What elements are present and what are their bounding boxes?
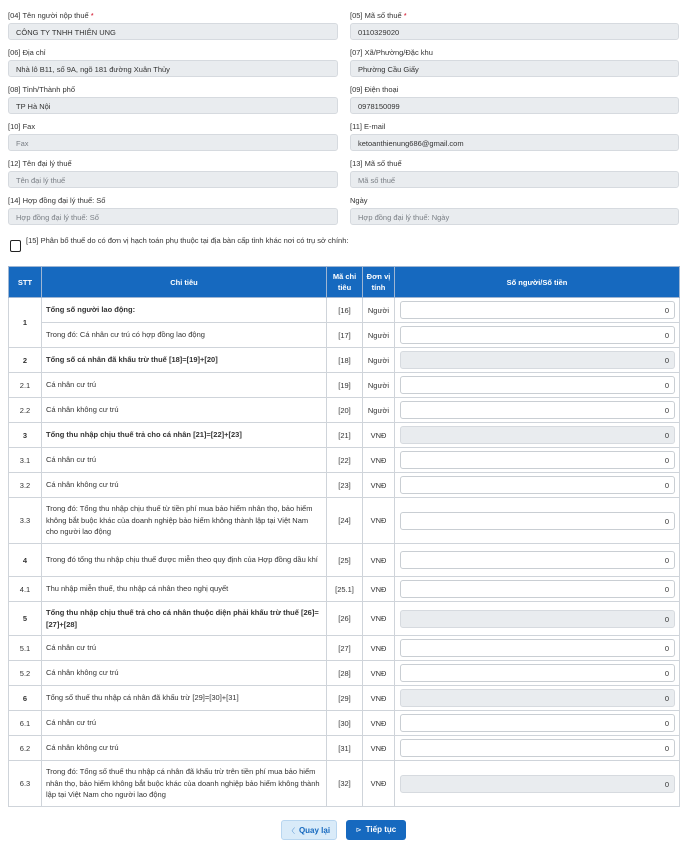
row-unit: VNĐ	[363, 711, 395, 736]
row-code: [28]	[327, 661, 363, 686]
tax-code-label: [05] Mã số thuế	[350, 11, 402, 20]
row-amount-cell	[395, 686, 680, 711]
row-code: [24]	[327, 498, 363, 544]
tax-agent-code-label: [13] Mã số thuế	[350, 159, 402, 168]
row-amount-cell	[395, 602, 680, 636]
row-code: [17]	[327, 323, 363, 348]
row-indicator: Cá nhân cư trú	[42, 636, 327, 661]
row-unit: VNĐ	[363, 448, 395, 473]
row-amount-cell	[395, 498, 680, 544]
row-indicator: Thu nhập miễn thuế, thu nhập cá nhân theo nghị quyết	[42, 577, 327, 602]
taxpayer-name-label: [04] Tên người nộp thuế	[8, 11, 89, 20]
taxpayer-name-input[interactable]: CÔNG TY TNHH THIÊN UNG	[8, 23, 338, 40]
row-indicator: Cá nhân cư trú	[42, 448, 327, 473]
row-amount-cell	[395, 636, 680, 661]
agent-contract-number-label: [14] Hợp đồng đại lý thuế: Số	[8, 196, 106, 205]
row-stt: 5.1	[9, 636, 42, 661]
table-row	[9, 498, 680, 544]
row-code: [25]	[327, 544, 363, 577]
row-stt: 1	[9, 298, 42, 348]
field-fax	[8, 121, 338, 151]
row-code: [30]	[327, 711, 363, 736]
amount-input: 0	[400, 426, 675, 444]
chevron-left-icon: 〈	[287, 828, 295, 835]
row-code: [31]	[327, 736, 363, 761]
table-row	[9, 761, 680, 807]
row-amount-cell	[395, 577, 680, 602]
row-stt: 6.1	[9, 711, 42, 736]
row-unit: VNĐ	[363, 423, 395, 448]
table-row	[9, 323, 680, 348]
row-code: [29]	[327, 686, 363, 711]
next-button-label: Tiếp tục	[365, 825, 397, 834]
row-code: [16]	[327, 298, 363, 323]
back-button[interactable]	[281, 820, 337, 840]
province-input[interactable]: TP Hà Nội	[8, 97, 338, 114]
amount-input[interactable]: 0	[400, 376, 675, 394]
allocation-checkbox[interactable]	[10, 240, 21, 252]
amount-input: 0	[400, 775, 675, 793]
table-row	[9, 577, 680, 602]
field-address	[8, 47, 338, 77]
row-amount-cell	[395, 761, 680, 807]
field-agent-contract-number	[8, 195, 338, 225]
row-stt: 3.1	[9, 448, 42, 473]
row-indicator: Tổng số người lao động:	[42, 298, 327, 323]
row-indicator: Tổng số cá nhân đã khấu trừ thuế [18]=[19]+[20]	[42, 348, 327, 373]
fax-input[interactable]: Fax	[8, 134, 338, 151]
next-button[interactable]	[346, 820, 406, 840]
field-taxpayer-name	[8, 10, 338, 40]
row-stt: 2	[9, 348, 42, 373]
amount-input[interactable]: 0	[400, 639, 675, 657]
agent-contract-number-input[interactable]: Hợp đồng đại lý thuế: Số	[8, 208, 338, 225]
row-unit: VNĐ	[363, 602, 395, 636]
row-stt: 2.2	[9, 398, 42, 423]
row-unit: VNĐ	[363, 661, 395, 686]
row-stt: 4.1	[9, 577, 42, 602]
row-amount-cell	[395, 398, 680, 423]
table-row	[9, 686, 680, 711]
row-indicator: Trong đó: Tổng số thuế thu nhập cá nhân đã khấu trừ trên tiền phí mua bảo hiểm nhân thọ, bảo hiểm không bắt buộc khác của doanh nghiệp bảo hiểm không thành lập tại Việt Nam cho người lao động	[42, 761, 327, 807]
email-input[interactable]: ketoanthienung686@gmail.com	[350, 134, 679, 151]
row-amount-cell	[395, 544, 680, 577]
field-tax-agent-code	[350, 158, 679, 188]
skip-next-icon: ⊳	[355, 827, 362, 834]
table-row	[9, 636, 680, 661]
row-amount-cell	[395, 423, 680, 448]
tax-code-input[interactable]: 0110329020	[350, 23, 679, 40]
row-indicator: Cá nhân cư trú	[42, 373, 327, 398]
amount-input[interactable]: 0	[400, 401, 675, 419]
row-code: [26]	[327, 602, 363, 636]
tax-agent-name-label: [12] Tên đại lý thuế	[8, 159, 72, 168]
amount-input[interactable]: 0	[400, 664, 675, 682]
agent-contract-date-input[interactable]: Hợp đồng đại lý thuế: Ngày	[350, 208, 679, 225]
amount-input: 0	[400, 351, 675, 369]
table-row	[9, 602, 680, 636]
field-agent-contract-date	[350, 195, 679, 225]
amount-input: 0	[400, 689, 675, 707]
row-code: [32]	[327, 761, 363, 807]
allocation-checkbox-label: [15] Phân bổ thuế do có đơn vị hạch toán phụ thuộc tại địa bàn cấp tỉnh khác nơi có trụ sở chính:	[26, 236, 349, 245]
row-code: [21]	[327, 423, 363, 448]
amount-input[interactable]: 0	[400, 326, 675, 344]
address-input[interactable]: Nhà lô B11, số 9A, ngõ 181 đường Xuân Thủy	[8, 60, 338, 77]
row-indicator: Cá nhân không cư trú	[42, 661, 327, 686]
row-indicator: Tổng số thuế thu nhập cá nhân đã khấu trừ [29]=[30]+[31]	[42, 686, 327, 711]
header-amount: Số người/Số tiền	[395, 267, 680, 298]
row-unit: Người	[363, 398, 395, 423]
header-code: Mã chỉ tiêu	[327, 267, 363, 298]
ward-input[interactable]: Phường Cầu Giấy	[350, 60, 679, 77]
agent-contract-date-label: Ngày	[350, 196, 368, 205]
row-unit: VNĐ	[363, 577, 395, 602]
row-stt: 2.1	[9, 373, 42, 398]
amount-input[interactable]: 0	[400, 714, 675, 732]
email-label: [11] E-mail	[350, 122, 386, 131]
row-amount-cell	[395, 373, 680, 398]
amount-input[interactable]: 0	[400, 451, 675, 469]
field-phone	[350, 84, 679, 114]
field-email	[350, 121, 679, 151]
row-indicator: Trong đó: Cá nhân cư trú có hợp đồng lao động	[42, 323, 327, 348]
phone-input[interactable]: 0978150099	[350, 97, 679, 114]
header-unit: Đơn vị tính	[363, 267, 395, 298]
row-unit: VNĐ	[363, 761, 395, 807]
table-row	[9, 423, 680, 448]
row-amount-cell	[395, 348, 680, 373]
table-row	[9, 544, 680, 577]
tax-indicator-table	[8, 266, 680, 807]
amount-input[interactable]: 0	[400, 301, 675, 319]
row-unit: VNĐ	[363, 636, 395, 661]
row-amount-cell	[395, 473, 680, 498]
row-indicator: Cá nhân không cư trú	[42, 473, 327, 498]
table-row	[9, 711, 680, 736]
row-unit: VNĐ	[363, 686, 395, 711]
row-stt: 3	[9, 423, 42, 448]
row-code: [20]	[327, 398, 363, 423]
tax-agent-code-input[interactable]: Mã số thuế	[350, 171, 679, 188]
row-indicator: Cá nhân cư trú	[42, 711, 327, 736]
row-stt: 6	[9, 686, 42, 711]
amount-input[interactable]: 0	[400, 739, 675, 757]
amount-input[interactable]: 0	[400, 580, 675, 598]
amount-input: 0	[400, 610, 675, 628]
amount-input[interactable]: 0	[400, 551, 675, 569]
row-unit: VNĐ	[363, 473, 395, 498]
row-unit: Người	[363, 298, 395, 323]
header-indicator: Chỉ tiêu	[42, 267, 327, 298]
field-tax-agent-name	[8, 158, 338, 188]
row-amount-cell	[395, 711, 680, 736]
row-stt: 3.3	[9, 498, 42, 544]
fax-label: [10] Fax	[8, 122, 36, 131]
row-indicator: Tổng thu nhập chịu thuế trả cho cá nhân [21]=[22]+[23]	[42, 423, 327, 448]
row-indicator: Tổng thu nhập chịu thuế trả cho cá nhân thuộc diện phải khấu trừ thuế [26]=[27]+[28]	[42, 602, 327, 636]
row-stt: 6.3	[9, 761, 42, 807]
row-amount-cell	[395, 448, 680, 473]
row-code: [23]	[327, 473, 363, 498]
row-amount-cell	[395, 661, 680, 686]
table-row	[9, 298, 680, 323]
row-indicator: Cá nhân không cư trú	[42, 736, 327, 761]
table-row	[9, 736, 680, 761]
table-row	[9, 661, 680, 686]
row-indicator: Trong đó tổng thu nhập chịu thuế được miễn theo quy định của Hợp đồng dầu khí	[42, 544, 327, 577]
row-stt: 6.2	[9, 736, 42, 761]
row-code: [27]	[327, 636, 363, 661]
row-unit: Người	[363, 373, 395, 398]
tax-agent-name-input[interactable]: Tên đại lý thuế	[8, 171, 338, 188]
required-marker: *	[90, 11, 94, 20]
table-row	[9, 398, 680, 423]
row-stt: 4	[9, 544, 42, 577]
row-amount-cell	[395, 736, 680, 761]
row-code: [22]	[327, 448, 363, 473]
row-stt: 3.2	[9, 473, 42, 498]
row-unit: VNĐ	[363, 736, 395, 761]
province-label: [08] Tỉnh/Thành phố	[8, 85, 75, 94]
amount-input[interactable]: 0	[400, 512, 675, 530]
row-code: [25.1]	[327, 577, 363, 602]
address-label: [06] Địa chỉ	[8, 48, 46, 57]
row-stt: 5.2	[9, 661, 42, 686]
row-unit: Người	[363, 323, 395, 348]
row-code: [18]	[327, 348, 363, 373]
table-row	[9, 473, 680, 498]
ward-label: [07] Xã/Phường/Đặc khu	[350, 48, 433, 57]
amount-input[interactable]: 0	[400, 476, 675, 494]
row-indicator: Cá nhân không cư trú	[42, 398, 327, 423]
row-unit: VNĐ	[363, 544, 395, 577]
header-stt: STT	[9, 267, 42, 298]
field-ward	[350, 47, 679, 77]
table-row	[9, 348, 680, 373]
table-header-row	[9, 267, 680, 298]
field-province	[8, 84, 338, 114]
row-stt: 5	[9, 602, 42, 636]
required-marker: *	[403, 11, 407, 20]
table-row	[9, 448, 680, 473]
row-code: [19]	[327, 373, 363, 398]
row-indicator: Trong đó: Tổng thu nhập chịu thuế từ tiền phí mua bảo hiểm nhân thọ, bảo hiểm không bắt buộc khác của doanh nghiệp bảo hiểm không thành lập tại Việt Nam cho người lao động	[42, 498, 327, 544]
phone-label: [09] Điện thoại	[350, 85, 399, 94]
row-unit: Người	[363, 348, 395, 373]
field-tax-code	[350, 10, 679, 40]
table-row	[9, 373, 680, 398]
row-amount-cell	[395, 323, 680, 348]
row-amount-cell	[395, 298, 680, 323]
back-button-label: Quay lại	[298, 826, 331, 835]
row-unit: VNĐ	[363, 498, 395, 544]
